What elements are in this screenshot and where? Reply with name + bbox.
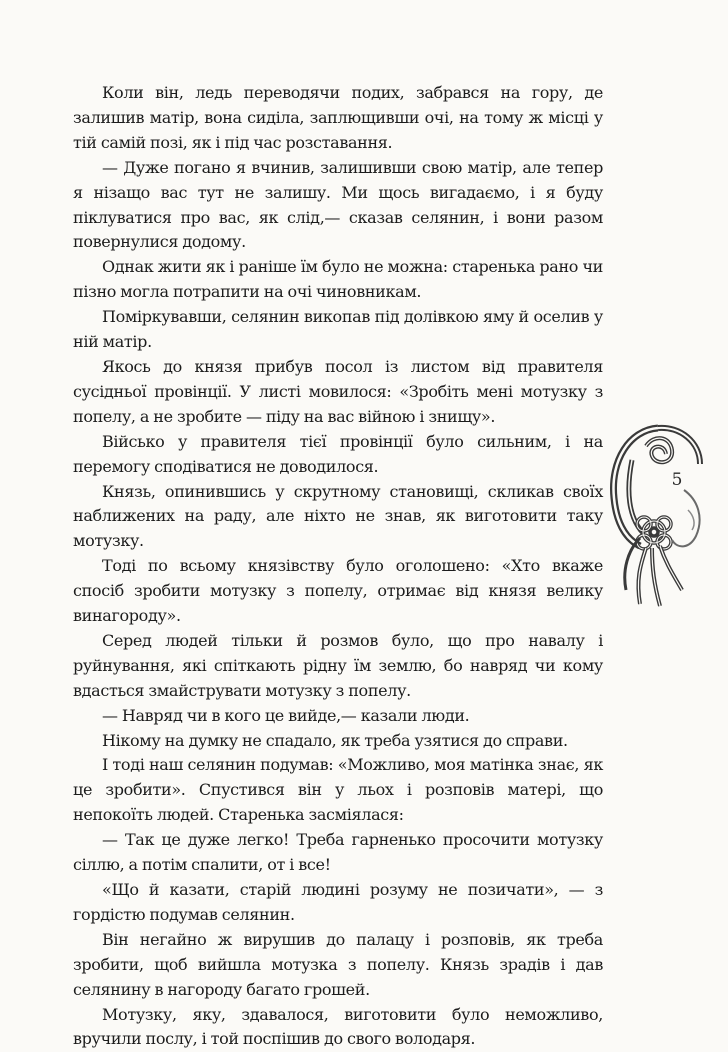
paragraph-4: Поміркувавши, селянин викопав під долівкою яму й оселив у ній матір. bbox=[73, 307, 603, 352]
knotted-rope-ornament-icon bbox=[600, 420, 710, 610]
paragraph-10: — Навряд чи в кого це вийде,— казали люди. bbox=[102, 705, 470, 725]
paragraph-13: — Так це дуже легко! Треба гарненько просочити мотузку сіллю, а потім спалити, от і все! bbox=[73, 830, 603, 875]
paragraph-16: Мотузку, яку, здавалося, виготовити було неможливо, вручили послу, і той поспішив до свого володаря. bbox=[73, 1004, 603, 1049]
paragraph-6: Військо у правителя тієї провінції було сильним, і на перемогу сподіватися не доводилося. bbox=[73, 431, 603, 476]
paragraph-12: І тоді наш селянин подумав: «Можливо, моя матінка знає, як це зробити». Спустився він у льох і розповів матері, що непокоїть людей. Старенька засміялася: bbox=[73, 755, 603, 825]
paragraph-9: Серед людей тільки й розмов було, що про навалу і руйнування, які спіткають рідну їм землю, бо навряд чи кому вдасться змайструвати мотузку з попелу. bbox=[73, 630, 603, 700]
paragraph-14: «Що й казати, старій людині розуму не позичати», — з гордістю подумав селянин. bbox=[73, 880, 603, 924]
paragraph-8: Тоді по всьому князівству було оголошено: «Хто вкаже спосіб зробити мотузку з попелу, отримає від князя велику винагороду». bbox=[73, 556, 603, 626]
paragraph-1: Коли він, ледь переводячи подих, забрався на гору, де залишив матір, вона сиділа, заплющивши очі, на тому ж місці у тій самій позі, як і під час розставання. bbox=[73, 83, 603, 152]
paragraph-7: Князь, опинившись у скрутному становищі, скликав своїх наближених на раду, але ніхто не знав, як виготовити таку мотузку. bbox=[73, 481, 603, 551]
paragraph-15: Він негайно ж вирушив до палацу і розповів, як треба зробити, щоб вийшла мотузка з попелу. Князь зрадів і дав селянину в нагороду багато грошей. bbox=[73, 929, 603, 999]
page-text bbox=[73, 81, 603, 1052]
paragraph-2: — Дуже погано я вчинив, залишивши свою матір, але тепер я нізащо вас тут не залишу. Ми щось вигадаємо, і я буду піклуватися про вас, як слід,— сказав селянин, і вони разом повернулися додому. bbox=[73, 157, 603, 252]
paragraph-11: Нікому на думку не спадало, як треба узятися до справи. bbox=[102, 730, 568, 750]
page-number: 5 bbox=[671, 470, 683, 490]
paragraph-3: Однак жити як і раніше їм було не можна: старенька рано чи пізно могла потрапити на очі чиновникам. bbox=[73, 257, 603, 302]
paragraph-5: Якось до князя прибув посол із листом від правителя сусідньої провінції. У листі мовилося: «Зробіть мені мотузку з попелу, а не зробите — піду на вас війною і знищу». bbox=[73, 356, 603, 426]
